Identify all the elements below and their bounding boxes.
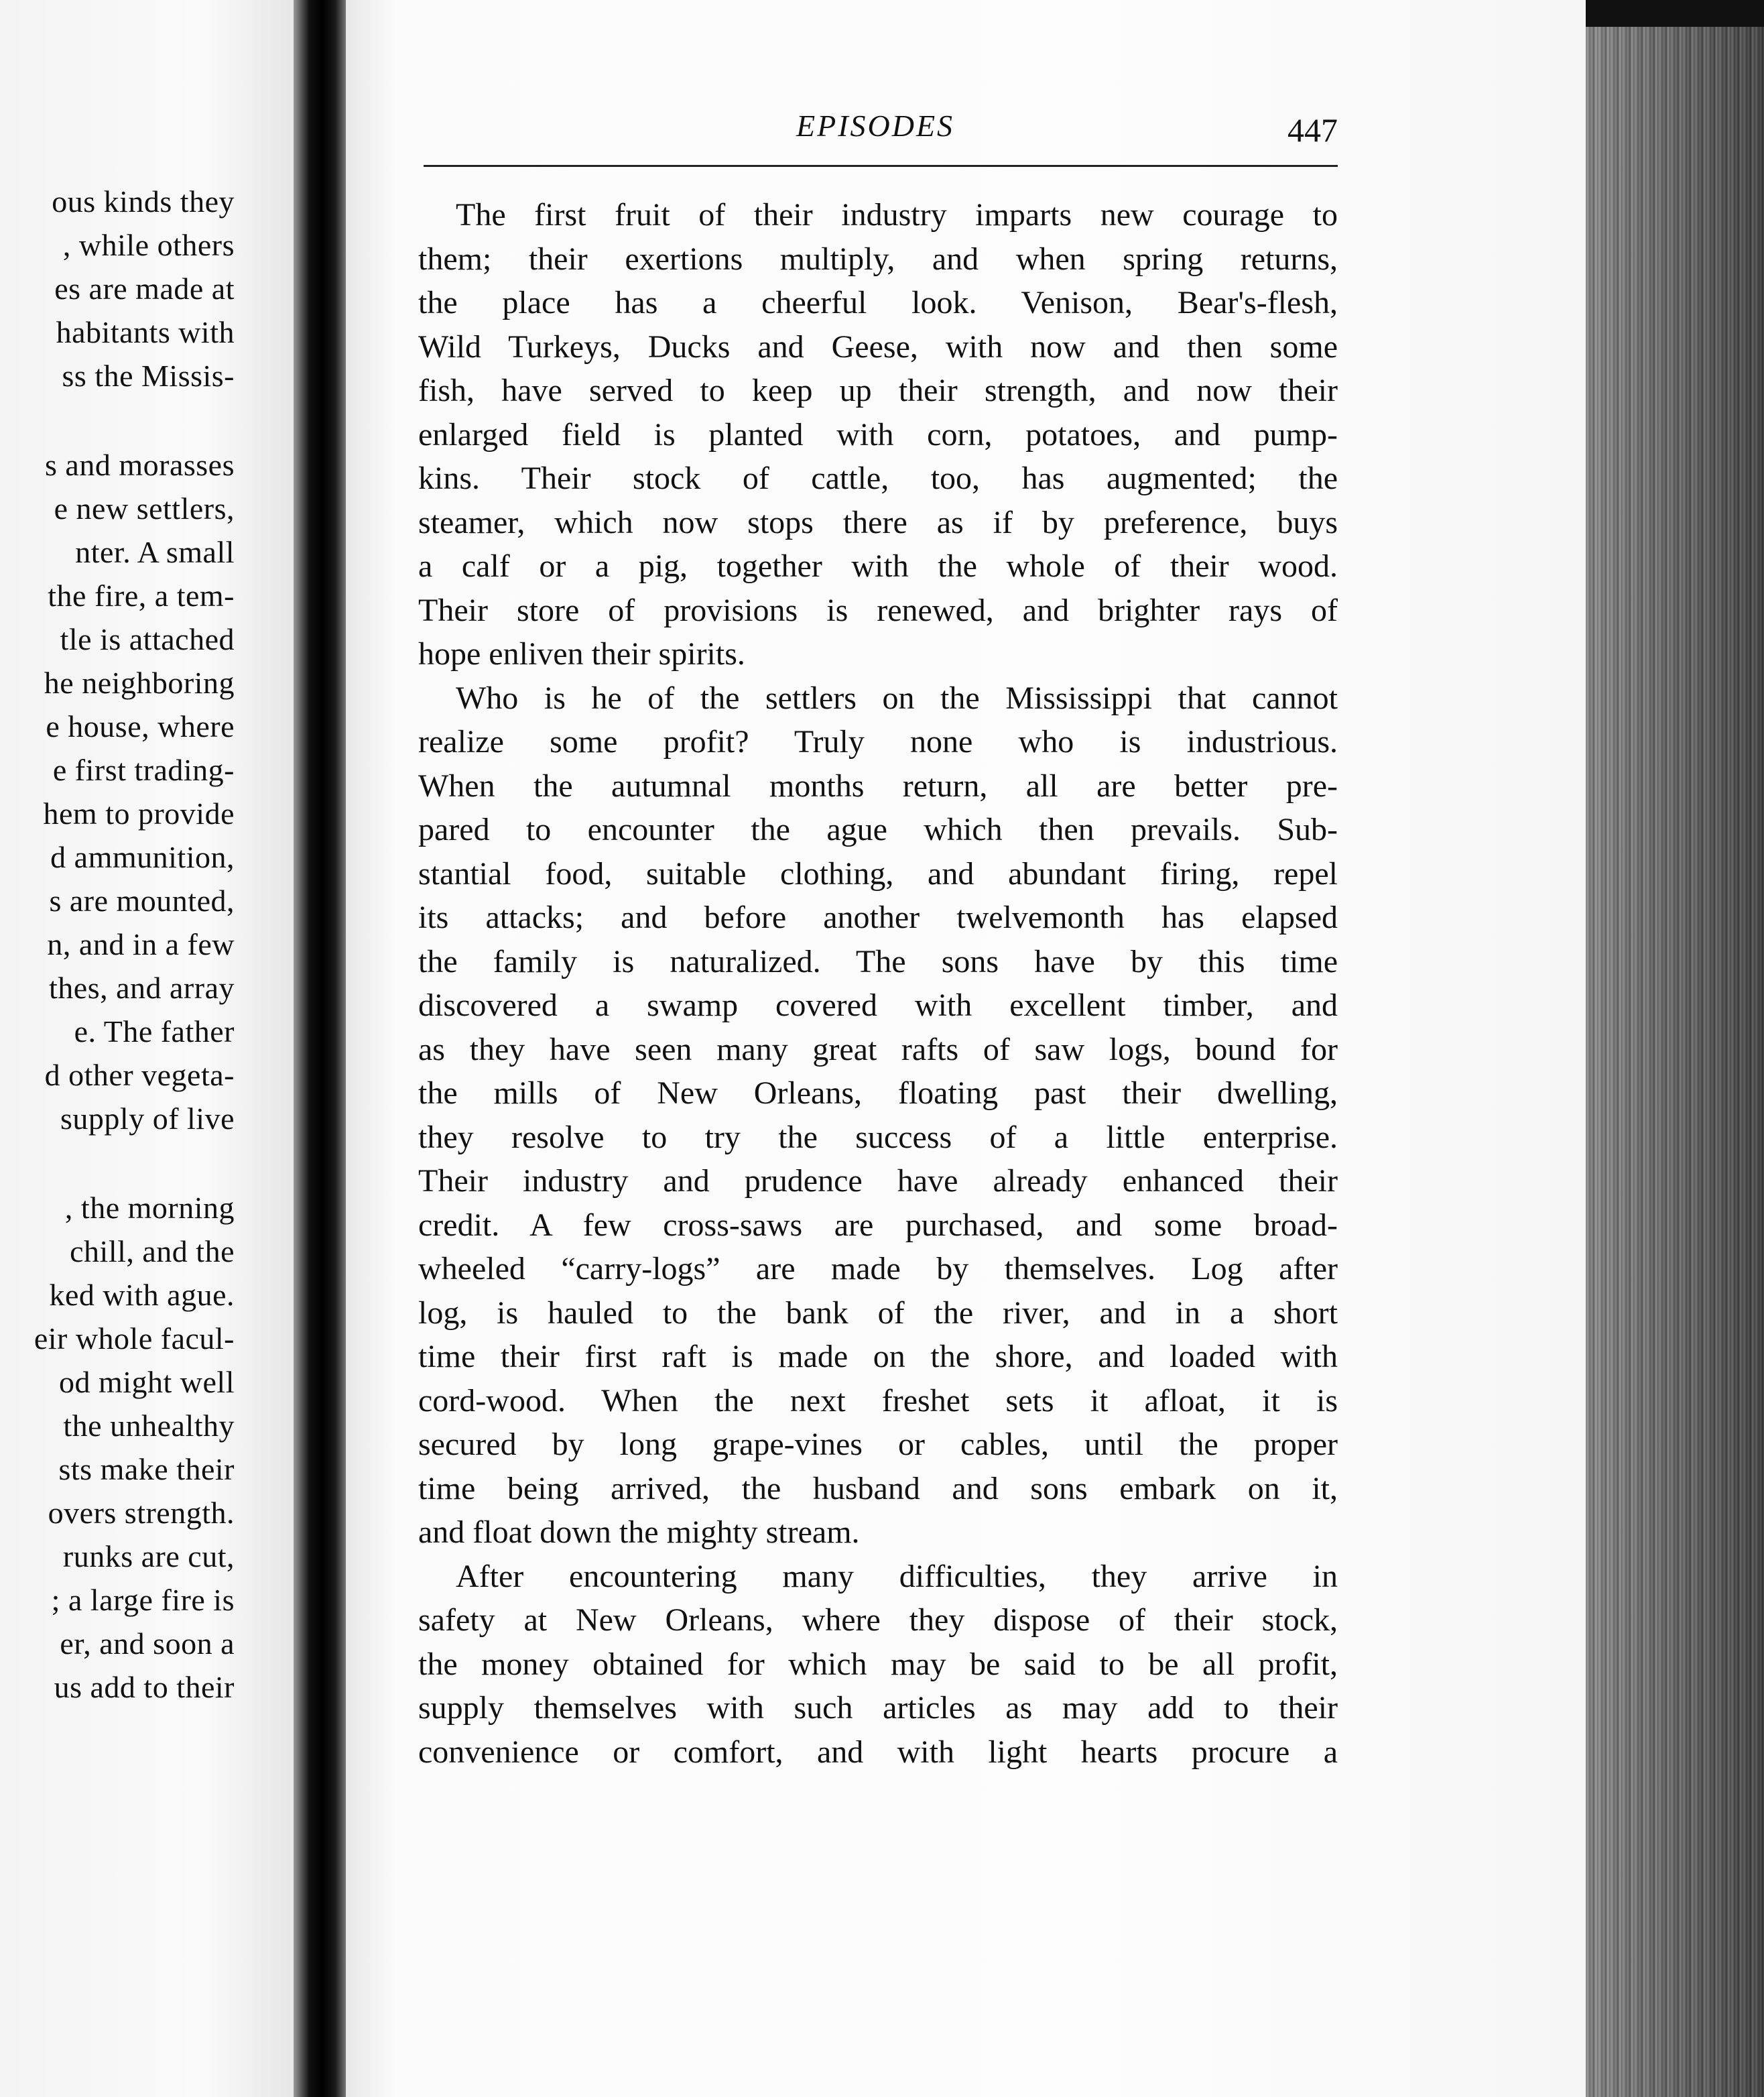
left-line: ked with ague. [49, 1278, 235, 1312]
text-line: the place has a cheerful look. Venison, Bear's-flesh, [418, 285, 1338, 320]
left-line: e new settlers, [54, 491, 235, 526]
text-line: stantial food, suitable clothing, and abundant firing, repel [418, 855, 1338, 892]
left-line: e. The father [74, 1014, 235, 1048]
text-line: Wild Turkeys, Ducks and Geese, with now and then some [418, 328, 1338, 365]
text-line: hope enliven their spirits. [418, 636, 745, 672]
text-line: secured by long grape-vines or cables, until the proper [418, 1427, 1338, 1462]
running-title: EPISODES [796, 109, 955, 143]
left-line: e first trading- [52, 753, 235, 787]
running-head [424, 106, 1338, 154]
text-line: The first fruit of their industry imparts new courage to [456, 197, 1338, 233]
left-line: overs strength. [48, 1496, 235, 1530]
text-line: supply themselves with such articles as may add to their [418, 1690, 1338, 1726]
header-rule [424, 165, 1338, 167]
left-line: he neighboring [44, 666, 235, 700]
text-line: fish, have served to keep up their strength, and now their [418, 373, 1338, 408]
left-facing-page [0, 0, 294, 2097]
text-line: steamer, which now stops there as if by preference, buys [418, 504, 1338, 540]
left-line: d other vegeta- [44, 1058, 235, 1092]
left-line: n, and in a few [47, 927, 235, 961]
text-line: log, is hauled to the bank of the river, and in a short [418, 1295, 1338, 1331]
text-line: a calf or a pig, together with the whole of their wood. [418, 548, 1338, 584]
left-line: runks are cut, [62, 1539, 235, 1573]
text-line: realize some profit? Truly none who is industrious. [418, 724, 1338, 760]
text-line: them; their exertions multiply, and when spring returns, [418, 241, 1338, 277]
text-line: wheeled “carry-logs” are made by themselves. Log after [418, 1251, 1338, 1286]
left-line: us add to their [54, 1670, 235, 1704]
text-line: the money obtained for which may be said to be all profit, [418, 1646, 1338, 1682]
page-edges-top-shadow [1586, 0, 1764, 27]
text-line: Who is he of the settlers on the Mississippi that cannot [456, 680, 1338, 716]
text-line: discovered a swamp covered with excellent timber, and [418, 987, 1338, 1023]
left-line: the unhealthy [63, 1409, 235, 1443]
left-line: nter. A small [75, 535, 235, 569]
left-line: es are made at [54, 272, 235, 306]
text-line: pared to encounter the ague which then prevails. Sub- [418, 812, 1338, 847]
left-line: d ammunition, [50, 840, 235, 874]
text-line: cord-wood. When the next freshet sets it afloat, it is [418, 1382, 1338, 1419]
left-line: sts make their [58, 1452, 235, 1486]
left-line: ss the Missis- [62, 359, 235, 393]
text-line: its attacks; and before another twelvemonth has elapsed [418, 900, 1338, 935]
text-line: the mills of New Orleans, floating past their dwelling, [418, 1075, 1338, 1111]
left-line: thes, and array [49, 971, 235, 1005]
left-line: s are mounted, [49, 884, 235, 918]
left-line: ; a large fire is [51, 1583, 235, 1617]
left-line: er, and soon a [60, 1626, 235, 1661]
left-line: od might well [58, 1365, 235, 1399]
left-line: supply of live [60, 1101, 235, 1136]
text-line: Their store of provisions is renewed, and brighter rays of [418, 592, 1338, 628]
text-line: credit. A few cross-saws are purchased, and some broad- [418, 1207, 1338, 1243]
text-line: the family is naturalized. The sons have by this time [418, 943, 1338, 979]
left-line: tle is attached [60, 622, 235, 656]
text-line: time being arrived, the husband and sons embark on it, [418, 1470, 1338, 1506]
left-line: e house, where [46, 709, 235, 743]
left-line: s and morasses [45, 448, 235, 482]
left-line: hem to provide [43, 796, 235, 831]
left-line: habitants with [56, 315, 235, 349]
book-gutter [294, 0, 346, 2097]
text-line: as they have seen many great rafts of saw logs, bound for [418, 1031, 1338, 1067]
text-line: After encountering many difficulties, they arrive in [456, 1558, 1338, 1594]
text-line: kins. Their stock of cattle, too, has augmented; the [418, 461, 1338, 496]
text-line: convenience or comfort, and with light hearts procure a [418, 1734, 1338, 1770]
left-line: , the morning [64, 1191, 235, 1225]
text-line: When the autumnal months return, all are better pre- [418, 768, 1338, 804]
text-line: safety at New Orleans, where they dispose of their stock, [418, 1602, 1338, 1638]
text-line: enlarged field is planted with corn, potatoes, and pump- [418, 416, 1338, 453]
page-number: 447 [1287, 111, 1338, 149]
left-line: eir whole facul- [34, 1321, 235, 1356]
text-line: they resolve to try the success of a little enterprise. [418, 1119, 1338, 1155]
page-edges [1586, 0, 1764, 2097]
left-line: ous kinds they [52, 184, 235, 219]
text-line: Their industry and prudence have already enhanced their [418, 1163, 1338, 1199]
text-line: time their first raft is made on the shore, and loaded with [418, 1339, 1338, 1374]
left-line: , while others [62, 228, 235, 262]
left-line: the fire, a tem- [48, 579, 235, 613]
left-line: chill, and the [70, 1234, 235, 1268]
text-line: and float down the mighty stream. [418, 1514, 860, 1550]
page-body [418, 193, 1338, 1774]
